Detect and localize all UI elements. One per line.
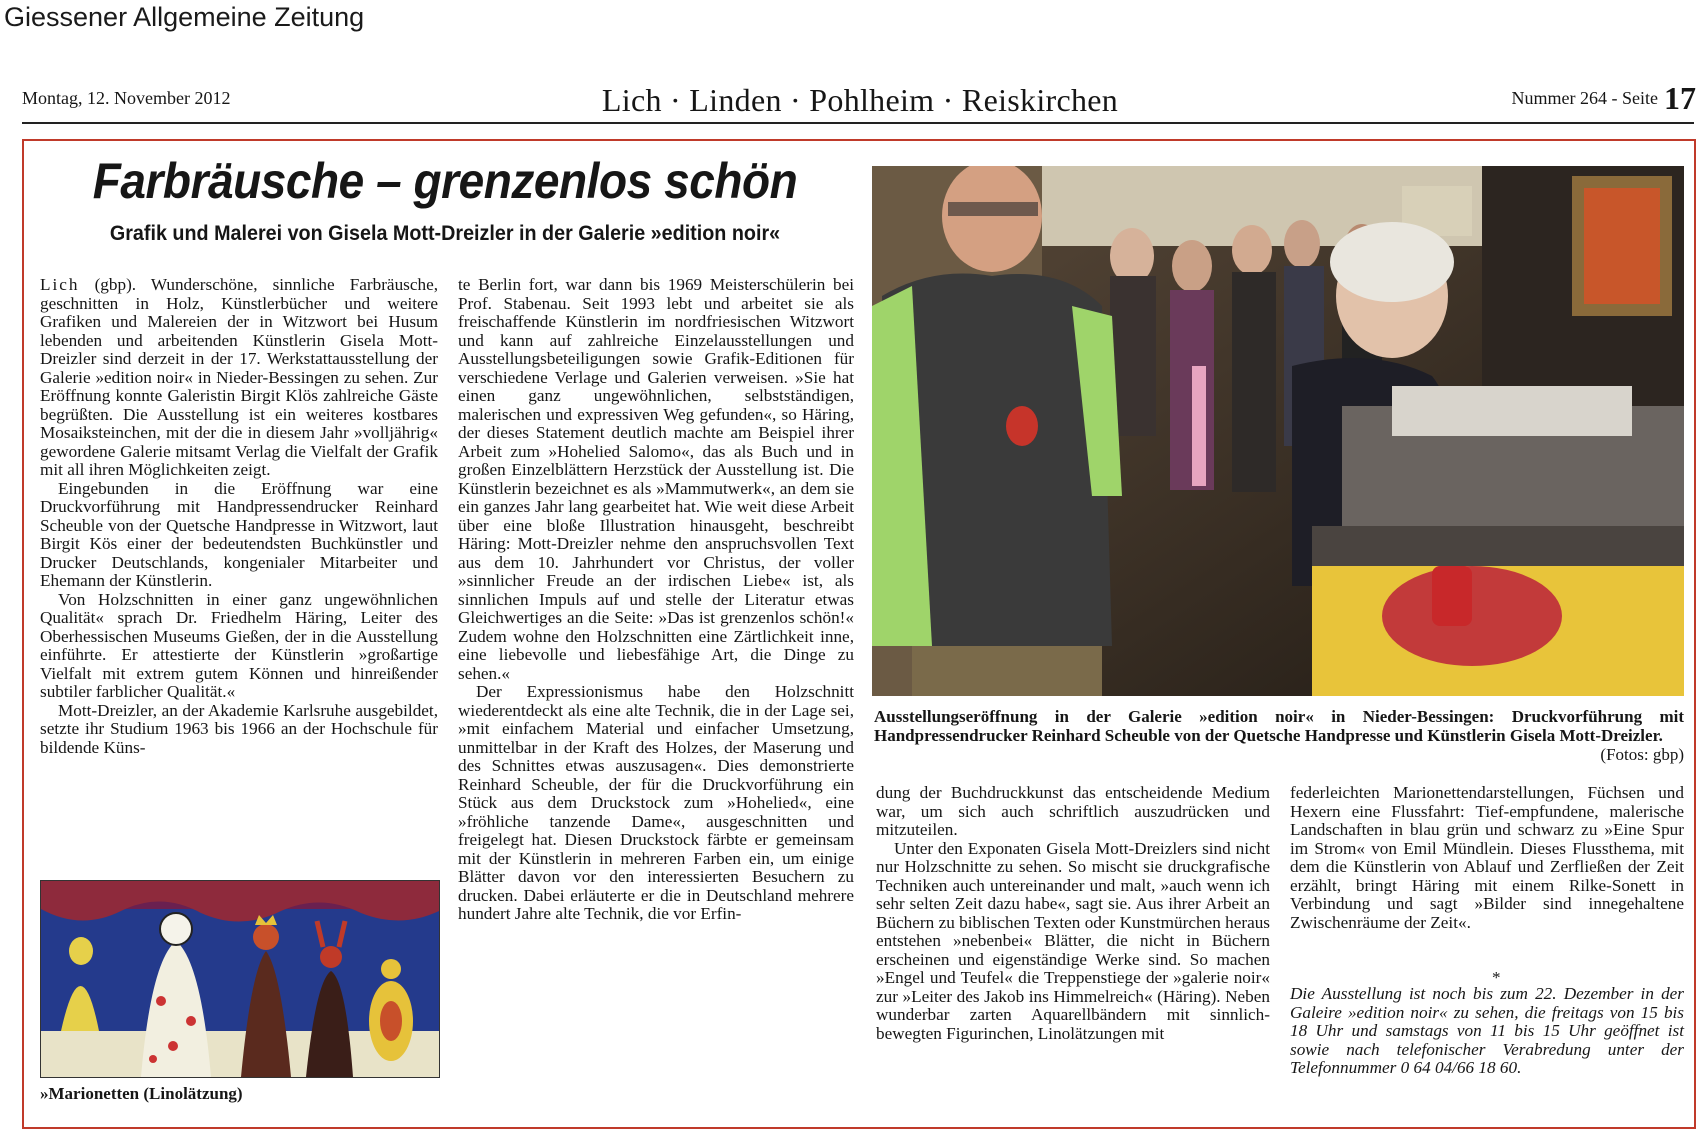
paragraph: Mott-Dreizler, an der Akademie Karlsruhe ausgebildet, setzte ihr Studium 1963 bis 1966 an der Hochschule für bildende Küns- [40, 700, 438, 757]
issue-number: Nummer 264 - Seite [1511, 88, 1658, 108]
paragraph: Von Holzschnitten in einer ganz ungewöhnlichen Qualität« sprach Dr. Friedhelm Häring, Leiter des Oberhessischen Museums Gießen, der in die Ausstellung einführte. Er attestierte der Künstlerin »großartige Vielfalt mit extrem gutem Können und hinreißender subtiler farblicher Qualität.« [40, 589, 438, 701]
paragraph: Unter den Exponaten Gisela Mott-Dreizlers sind nicht nur Holzschnitte zu sehen. So mischt sie druckgrafische Techniken auch untereinander und malt, »auch wenn ich sehr selten Zeit dazu habe«, sagt sie. Aus ihrer Arbeit an Büchern zu biblischen Texten oder Kunstmürchen heraus entstehen »nebenbei« Blätter, die nicht in Büchern erscheinen und eigenständige Werke sind. So machen »Engel und Teufel« die Treppenstiege der »galerie noir« zur »Leiter des Jakob ins Himmelreich« (Häring). Neben wunderbar zarten Aquarellbändern mit sinnlich-bewegten Figurinchen, Linolätzungen mit [876, 838, 1270, 1043]
photo-illustration [872, 166, 1684, 696]
paragraph: te Berlin fort, war dann bis 1969 Meisterschülerin bei Prof. Stabenau. Seit 1993 lebt und arbeitet sie als freischaffende Künstlerin im nordfriesischen Witzwort und kann auf zahlreiche Einzelausstellungen und Ausstellungsbeteiligungen sowie Grafik-Editionen für verschiedene Verlage und Galerien verweisen. »Sie hat einen ganz ungewöhnlichen, selbstständigen, malerischen und expressiven Weg gefunden«, so Häring, der dieses Statement deutlich machte am Beispiel ihrer Arbeit zum »Hohelied Salomo«, das als Buch und in großen Einzelblättern Herzstück der Ausstellung ist. Die Künstlerin bezeichnet es als »Mammutwerk«, an dem sie ein ganzes Jahr lang gearbeitet hat. Wie weit diese Arbeit über eine bloße Illustration hinausgeht, beschreibt Häring: Mott-Dreizler nehme den anspruchsvollen Text aus dem 10. Jahrhundert vor Christus, der voller »sinnlicher Freude an der irdischen Liebe« ist, als sinnlichen Impuls auf und stelle der Literatur etwas Gleichwertiges an die Seite: »Das ist grenzenlos schön!« Zudem wohne den Holzschnitten eine Zärtlichkeit inne, eine liebevolle und liebesfähige Art, die Dinge zu sehen.« [458, 275, 854, 683]
article-headline: Farbräusche – grenzenlos schön [92, 153, 798, 209]
artwork-illustration [41, 881, 439, 1077]
artwork-image-marionetten [40, 880, 440, 1078]
paragraph: federleichten Marionettendarstellungen, Füchsen und Hexern eine Flussfahrt: Tief-empfundene, malerische Landschaften in blau grün und schwarz zu »Eine Spur im Strom« von Emil Mündlein. Dieses Flussthema, mit dem die Künstlerin von Ablauf und Zerfließen der Zeit erzählt, bringt Häring mit einem Rilke-Sonett in Verbindung und sagt »Bilder sind innegehaltene Zwischenräume der Zeit«. [1290, 783, 1684, 932]
page-number: 17 [1664, 80, 1696, 116]
photo-caption-text: Ausstellungseröffnung in der Galerie »edition noir« in Nieder-Bessingen: Druckvorführung mit Handpressendrucker Reinhard Scheuble von der Quetsche Handpresse und Künstlerin Gisela Mott-Dreizler. [874, 707, 1684, 745]
issue-date: Montag, 12. November 2012 [22, 88, 231, 108]
event-photo [872, 166, 1684, 696]
dateline: Lich [40, 275, 80, 294]
artwork-caption: »Marionetten (Linolätzung) [40, 1084, 243, 1103]
article-column-1 [40, 276, 438, 757]
photo-credit: (Fotos: gbp) [1600, 745, 1684, 764]
section-separator: * [1492, 968, 1501, 987]
paragraph: dung der Buchdruckkunst das entscheidende Medium war, um sich auch schriftlich auszudrücken und mitzuteilen. [876, 783, 1270, 839]
paragraph: (gbp). Wunderschöne, sinnliche Farbräusche, geschnitten in Holz, Künstlerbücher und weitere Grafiken und Malereien der in Witzwort bei Husum lebenden und arbeitenden Künstlerin Gisela Mott-Dreizler sind derzeit in der 17. Werkstattausstellung der Galerie »edition noir« in Nieder-Bessingen zu sehen. Zur Eröffnung konnte Galeristin Birgit Klös zahlreiche Gäste begrüßten. Die Ausstellung ist ein weiteres kostbares Mosaiksteinchen, mit der die in diesem Jahr »volljährig« gewordene Galerie mitsamt Verlag die Vielfalt der Grafik mit all ihren Möglichkeiten zeigt. [40, 275, 438, 479]
article-column-3 [876, 784, 1270, 1043]
header-rule [22, 122, 1694, 124]
paragraph: Eingebunden in die Eröffnung war eine Druckvorführung mit Handpressendrucker Reinhard Scheuble von der Quetsche Handpresse in Witzwort, laut Birgit Kös einer der bedeutendsten Buchkünstler und Drucker Deutschlands, kongenialer Mitarbeiter und Ehemann der Künstlerin. [40, 478, 438, 590]
article-column-2 [458, 276, 854, 924]
photo-caption [874, 707, 1684, 764]
section-title: Lich · Linden · Pohlheim · Reiskirchen [601, 82, 1119, 118]
paragraph: Der Expressionismus habe den Holzschnitt wiederentdeckt als eine alte Technik, die in der Lage sei, »mit einfachem Material und einfacher Umsetzung, unmittelbar in der Kraft des Holzes, der Maserung und des Schnittes etwas auszusagen«. Dies demonstrierte Reinhard Scheuble, der für die Druckvorführung ein Stück aus dem Druckstock zum »Hohelied«, eine »fröhliche tanzende Dame«, ausgeschnitten und freigelegt hat. Diesen Druckstock färbte er gemeinsam mit der Künstlerin in mehreren Farben ein, um einige Blätter davon vor den interessierten Besuchern zu drucken. Dabei erläuterte er die in Deutschland mehrere hundert Jahre alte Technik, die vor Erfin- [458, 682, 854, 923]
article-column-4 [1290, 784, 1684, 932]
article-subheadline: Grafik und Malerei von Gisela Mott-Dreizler in der Galerie »edition noir« [109, 222, 781, 245]
newspaper-name: Giessener Allgemeine Zeitung [4, 2, 365, 32]
exhibition-info: Die Ausstellung ist noch bis zum 22. Dezember in der Galeire »edition noir« zu sehen, die freitags von 15 bis 18 Uhr und samstags von 11 bis 15 Uhr geöffnet ist sowie nach telefonischer Verabredung unter der Telefonnummer 0 64 04/66 18 60. [1290, 984, 1684, 1077]
